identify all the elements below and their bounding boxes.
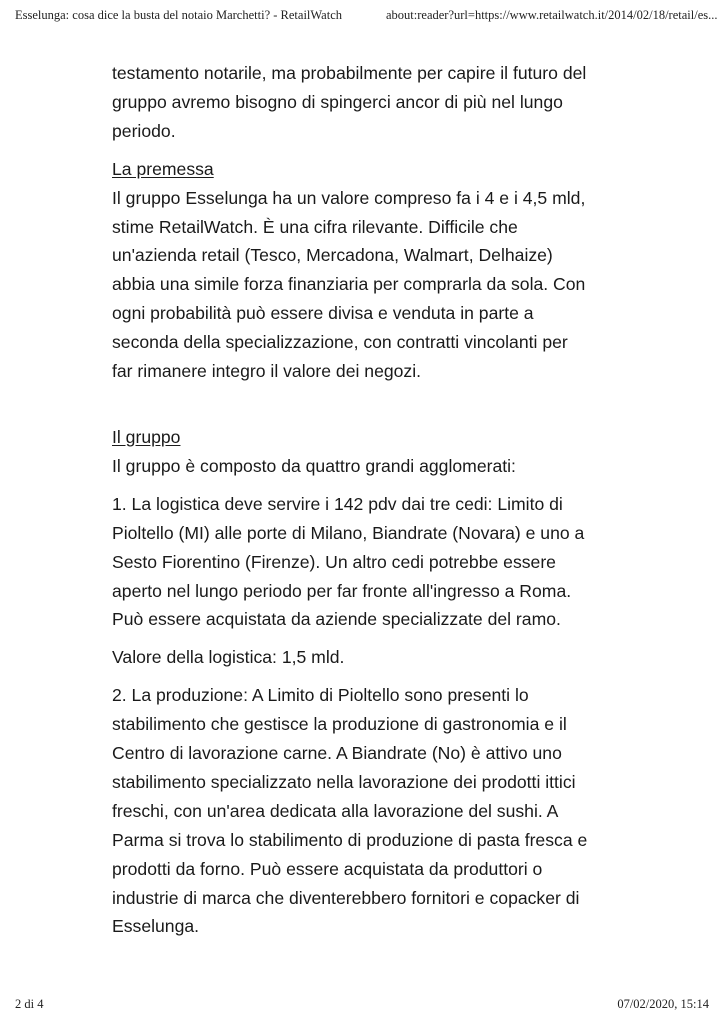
- text-line: stime RetailWatch. È una cifra rilevante. Difficile che: [112, 216, 518, 237]
- text-line: un'azienda retail (Tesco, Mercadona, Walmart, Delhaize): [112, 245, 553, 266]
- text-line: far rimanere integro il valore dei negozi.: [112, 361, 422, 382]
- text-line: stabilimento specializzato nella lavorazione dei prodotti ittici: [112, 771, 576, 792]
- text-line: stabilimento che gestisce la produzione di gastronomia e il: [112, 714, 567, 735]
- text-line: Centro di lavorazione carne. A Biandrate (No) è attivo uno: [112, 743, 562, 764]
- page-title-header: Esselunga: cosa dice la busta del notaio Marchetti? - RetailWatch: [15, 8, 343, 22]
- section-heading-premessa: La premessa: [112, 158, 214, 179]
- section-heading-gruppo: Il gruppo: [112, 426, 181, 447]
- premessa-section: [112, 155, 612, 386]
- text-line: Esselunga.: [112, 916, 200, 937]
- text-line: Il gruppo Esselunga ha un valore compreso fa i 4 e i 4,5 mld,: [112, 187, 586, 208]
- intro-paragraph: [112, 59, 612, 146]
- text-line: abbia una simile forza finanziaria per comprarla da sola. Con: [112, 274, 586, 295]
- text-line: prodotti da forno. Può essere acquistata da produttori o: [112, 858, 543, 879]
- text-line: periodo.: [112, 120, 176, 141]
- text-line: testamento notarile, ma probabilmente per capire il futuro del: [112, 63, 587, 83]
- text-line: Sesto Fiorentino (Firenze). Un altro cedi potrebbe essere: [112, 551, 556, 572]
- text-line: seconda della specializzazione, con contratti vincolanti per: [112, 332, 568, 353]
- logistica-value: [112, 643, 612, 672]
- text-line: Pioltello (MI) alle porte di Milano, Biandrate (Novara) e uno a: [112, 522, 585, 543]
- text-line: aperto nel lungo periodo per far fronte all'ingresso a Roma.: [112, 580, 572, 601]
- gruppo-section: [112, 423, 612, 481]
- article-body: [112, 59, 612, 941]
- text-line: Può essere acquistata da aziende specializzate del ramo.: [112, 609, 561, 630]
- text-line: Parma si trova lo stabilimento di produzione di pasta fresca e: [112, 829, 588, 850]
- item-logistica: [112, 490, 612, 635]
- text-line: Valore della logistica: 1,5 mld.: [112, 647, 345, 668]
- text-line: ogni probabilità può essere divisa e venduta in parte a: [112, 303, 534, 324]
- text-line: gruppo avremo bisogno di spingerci ancor di più nel lungo: [112, 91, 563, 112]
- print-datetime: 07/02/2020, 15:14: [617, 997, 709, 1011]
- page-url-header: about:reader?url=https://www.retailwatch.it/2014/02/18/retail/es...: [386, 8, 718, 22]
- text-line: industrie di marca che diventerebbero fornitori e copacker di: [112, 887, 580, 908]
- item-produzione: [112, 681, 612, 941]
- text-line: 1. La logistica deve servire i 142 pdv dai tre cedi: Limito di: [112, 493, 563, 514]
- text-line: freschi, con un'area dedicata alla lavorazione del sushi. A: [112, 800, 559, 821]
- page-number: 2 di 4: [15, 997, 44, 1011]
- text-line: 2. La produzione: A Limito di Pioltello sono presenti lo: [112, 685, 529, 706]
- text-line: Il gruppo è composto da quattro grandi agglomerati:: [112, 455, 516, 476]
